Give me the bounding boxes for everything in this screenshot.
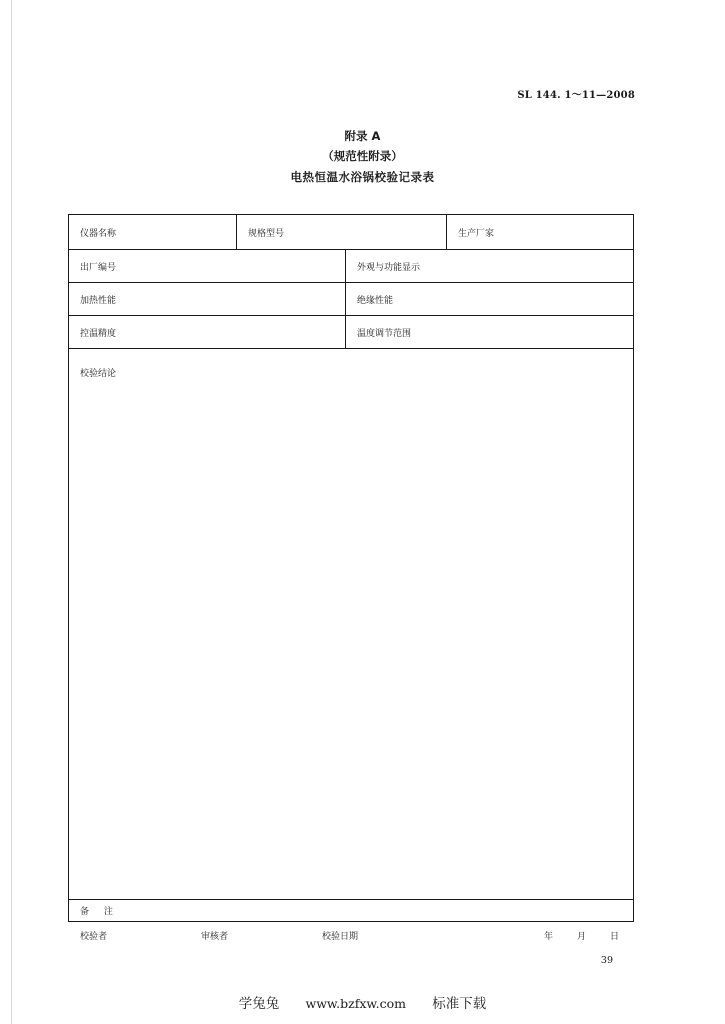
temp-control-accuracy-label: 控温精度 (80, 328, 117, 339)
calibration-record-table (68, 214, 634, 922)
insulation-performance-label: 绝缘性能 (357, 295, 394, 306)
appearance-function-cell[interactable] (345, 250, 633, 282)
insulation-performance-cell[interactable] (345, 283, 633, 315)
factory-number-cell[interactable] (69, 250, 345, 282)
signature-row (80, 929, 625, 943)
temp-adjust-range-label: 温度调节范围 (357, 328, 412, 339)
normative-label: （规范性附录） (322, 149, 403, 163)
conclusion-area[interactable] (69, 349, 633, 900)
day-label: 日 (610, 932, 620, 942)
temp-control-accuracy-cell[interactable] (69, 316, 345, 348)
remarks-label: 备 注 (80, 907, 119, 917)
document-code: SL 144. 1～11—2008 (517, 90, 635, 101)
year-label: 年 (544, 932, 554, 942)
reviewer-label: 审核者 (201, 932, 229, 942)
factory-number-label: 出厂编号 (80, 262, 117, 273)
spec-model-cell[interactable] (236, 215, 446, 249)
page-number: 39 (600, 955, 613, 966)
footer-url[interactable]: www.bzfxw.com (305, 996, 406, 1011)
manufacturer-label: 生产厂家 (458, 228, 495, 239)
appearance-function-label: 外观与功能显示 (357, 262, 421, 273)
appendix-heading: 附录 A (344, 129, 381, 143)
table-row (69, 250, 633, 283)
footer-tagline: 标准下载 (432, 996, 487, 1012)
heating-performance-label: 加热性能 (80, 295, 117, 306)
calibration-date-label: 校验日期 (322, 932, 359, 942)
calibrator-label: 校验者 (80, 932, 108, 942)
form-title: 电热恒温水浴锅校验记录表 (290, 170, 435, 184)
table-row (69, 283, 633, 316)
remarks-cell[interactable] (69, 900, 633, 921)
instrument-name-cell[interactable] (69, 215, 236, 249)
manufacturer-cell[interactable] (446, 215, 633, 249)
remarks-row[interactable] (69, 900, 633, 921)
temp-adjust-range-cell[interactable] (345, 316, 633, 348)
conclusion-label: 校验结论 (80, 369, 117, 379)
table-row (69, 215, 633, 250)
heating-performance-cell[interactable] (69, 283, 345, 315)
month-label: 月 (577, 932, 587, 942)
table-row (69, 316, 633, 349)
spec-model-label: 规格型号 (248, 228, 285, 239)
instrument-name-label: 仪器名称 (80, 228, 117, 239)
footer-site-name: 学兔兔 (238, 996, 280, 1012)
footer-watermark (0, 992, 725, 1012)
